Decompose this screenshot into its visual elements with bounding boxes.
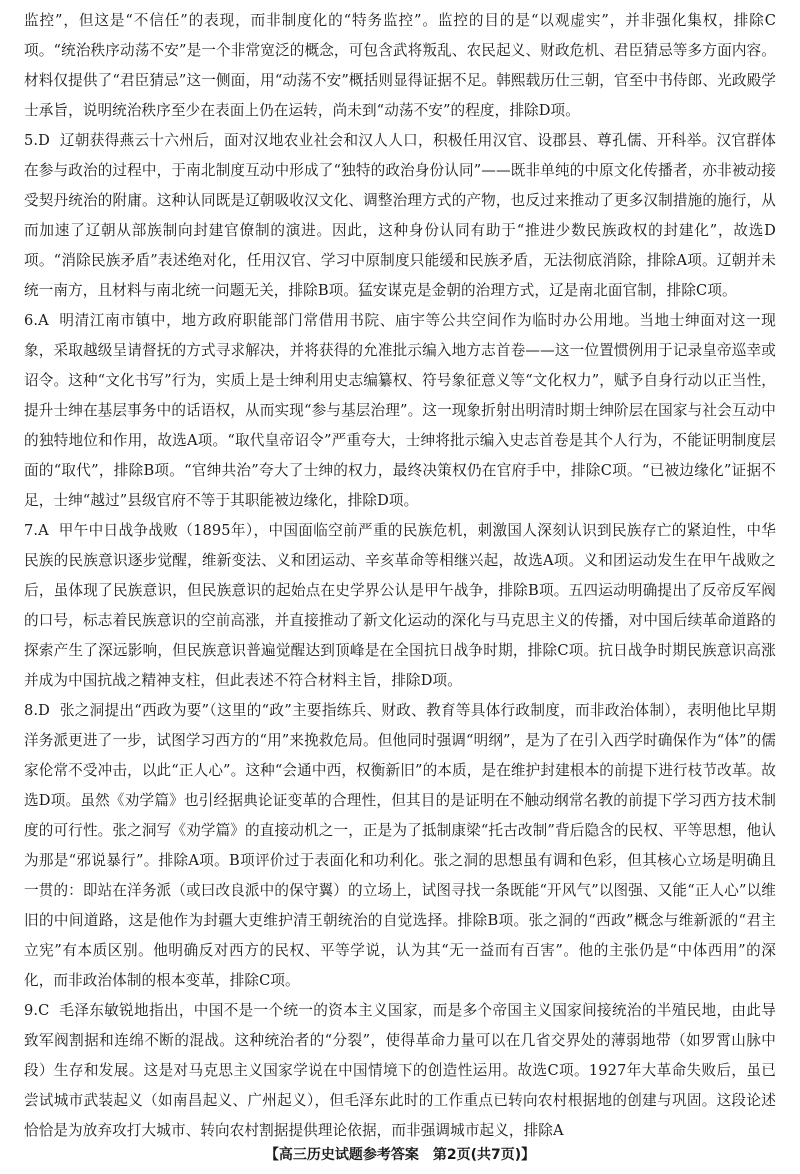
page-footer: 【高三历史试题参考答案 第2页(共7页)】 bbox=[264, 1147, 536, 1163]
paragraph-text: 张之洞提出“西政为要”（这里的“政”主要指练兵、财政、教育等具体行政制度，而非政治体制），表明他比早期洋务派更进了一步，试图学习西方的“用”来挽救危局。但他同时强调“明纲”，是为了在引入西学时确保作为“体”的儒家伦常不受冲击，以此“正人心”。这种“会通中西，权衡新旧”的本质，是在维护封建根本的前提下进行枝节改革。故选D项。虽然《劝学篇》也引经据典论证变革的合理性，但其目的是证明在不触动纲常名教的前提下学习西方技术制度的可行性。张之洞写《劝学篇》的直接动机之一，正是为了抵制康梁“托古改制”背后隐含的民权、平等思想，他认为那是“邪说暴行”。排除A项。B项评价过于表面化和功利化。张之洞的思想虽有调和色彩，但其核心立场是明确且一贯的：即站在洋务派（或曰改良派中的保守翼）的立场上，试图寻找一条既能“开风气”以图强、又能“正人心”以维旧的中间道路，这是他作为封疆大吏维护清王朝统治的自觉选择。排除B项。张之洞的“西政”概念与维新派的“君主立宪”有本质区别。他明确反对西方的民权、平等学说，认为其“无一益而有百害”。他的主张仍是“中体西用”的深化，而非政治体制的根本变革，排除C项。 bbox=[24, 702, 776, 989]
answer-number: 5.D bbox=[24, 132, 50, 149]
answer-content bbox=[24, 6, 776, 1146]
paragraph-text: 明清江南市镇中，地方政府职能部门常借用书院、庙宇等公共空间作为临时办公用地。当地士绅面对这一现象，采取越级呈请督抚的方式寻求解决，并将获得的允准批示编入地方志首卷——这一位置惯例用于记录皇帝巡幸或诏令。这种“文化书写”行为，实质上是士绅利用史志编纂权、符号象征意义等“文化权力”，赋予自身行动以正当性，提升士绅在基层事务中的话语权，从而实现“参与基层治理”。这一现象折射出明清时期士绅阶层在国家与社会互动中的独特地位和作用，故选A项。“取代皇帝诏令”严重夸大，士绅将批示编入史志首卷是其个人行为，不能证明制度层面的“取代”，排除B项。“官绅共治”夸大了士绅的权力，最终决策权仍在官府手中，排除C项。“已被边缘化”证据不足，士绅“越过”县级官府不等于其职能被边缘化，排除D项。 bbox=[24, 312, 776, 509]
answer-number: 6.A bbox=[24, 312, 49, 329]
answer-number: 8.D bbox=[24, 702, 50, 719]
answer-number: 7.A bbox=[24, 522, 49, 539]
answer-item-8 bbox=[24, 696, 776, 996]
paragraph-text: 监控”，但这是“不信任”的表现，而非制度化的“特务监控”。监控的目的是“以观虚实”，并非强化集权，排除C项。“统治秩序动荡不安”是一个非常宽泛的概念，可包含武将叛乱、农民起义、财政危机、君臣猜忌等多方面内容。材料仅提供了“君臣猜忌”这一侧面，用“动荡不安”概括则显得证据不足。韩熙载历仕三朝，官至中书侍郎、光政殿学士承旨，说明统治秩序至少在表面上仍在运转，尚未到“动荡不安”的程度，排除D项。 bbox=[24, 12, 776, 119]
answer-item-9 bbox=[24, 996, 776, 1146]
paragraph-text: 甲午中日战争战败（1895年），中国面临空前严重的民族危机，刺激国人深刻认识到民族存亡的紧迫性，中华民族的民族意识逐步觉醒，维新变法、义和团运动、辛亥革命等相继兴起，故选A项。义和团运动发生在甲午战败之后，虽体现了民族意识，但民族意识的起始点在史学界公认是甲午战争，排除B项。五四运动明确提出了反帝反军阀的口号，标志着民族意识的空前高涨，并直接推动了新文化运动的深化与马克思主义的传播，对中国后续革命道路的探索产生了深远影响，但民族意识普遍觉醒达到顶峰是在全国抗日战争时期，排除C项。抗日战争时期民族意识高涨并成为中国抗战之精神支柱，但此表述不符合材料主旨，排除D项。 bbox=[24, 522, 777, 689]
paragraph-text: 毛泽东敏锐地指出，中国不是一个统一的资本主义国家，而是多个帝国主义国家间接统治的半殖民地，由此导致军阀割据和连绵不断的混战。这种统治者的“分裂”，使得革命力量可以在几省交界处的薄弱地带（如罗霄山脉中段）生存和发展。这是对马克思主义国家学说在中国情境下的创造性运用。故选C项。1927年大革命失败后，虽已尝试城市武装起义（如南昌起义、广州起义），但毛泽东此时的工作重点已转向农村根据地的创建与巩固。这段论述恰恰是为放弃攻打大城市、转向农村割据提供理论依据，而非强调城市起义，排除A bbox=[24, 1002, 776, 1139]
answer-item-7 bbox=[24, 516, 776, 696]
answer-item-6 bbox=[24, 306, 776, 516]
paragraph-text: 辽朝获得燕云十六州后，面对汉地农业社会和汉人人口，积极任用汉官、设郡县、尊孔儒、开科举。汉官群体在参与政治的过程中，于南北制度互动中形成了“独特的政治身份认同”——既非单纯的中原文化传播者，亦非被动接受契丹统治的附庸。这种认同既是辽朝吸收汉文化、调整治理方式的产物，也反过来推动了更多汉制措施的施行，从而加速了辽朝从部族制向封建官僚制的演进。因此，这种身份认同有助于“推进少数民族政权的封建化”，故选D项。“消除民族矛盾”表述绝对化，任用汉官、学习中原制度只能缓和民族矛盾，无法彻底消除，排除A项。辽朝并未统一南方，且材料与南北统一问题无关，排除B项。猛安谋克是金朝的治理方式，辽是南北面官制，排除C项。 bbox=[24, 132, 777, 299]
answer-number: 9.C bbox=[24, 1002, 50, 1019]
paragraph-continuation bbox=[24, 6, 776, 126]
answer-item-5 bbox=[24, 126, 776, 306]
